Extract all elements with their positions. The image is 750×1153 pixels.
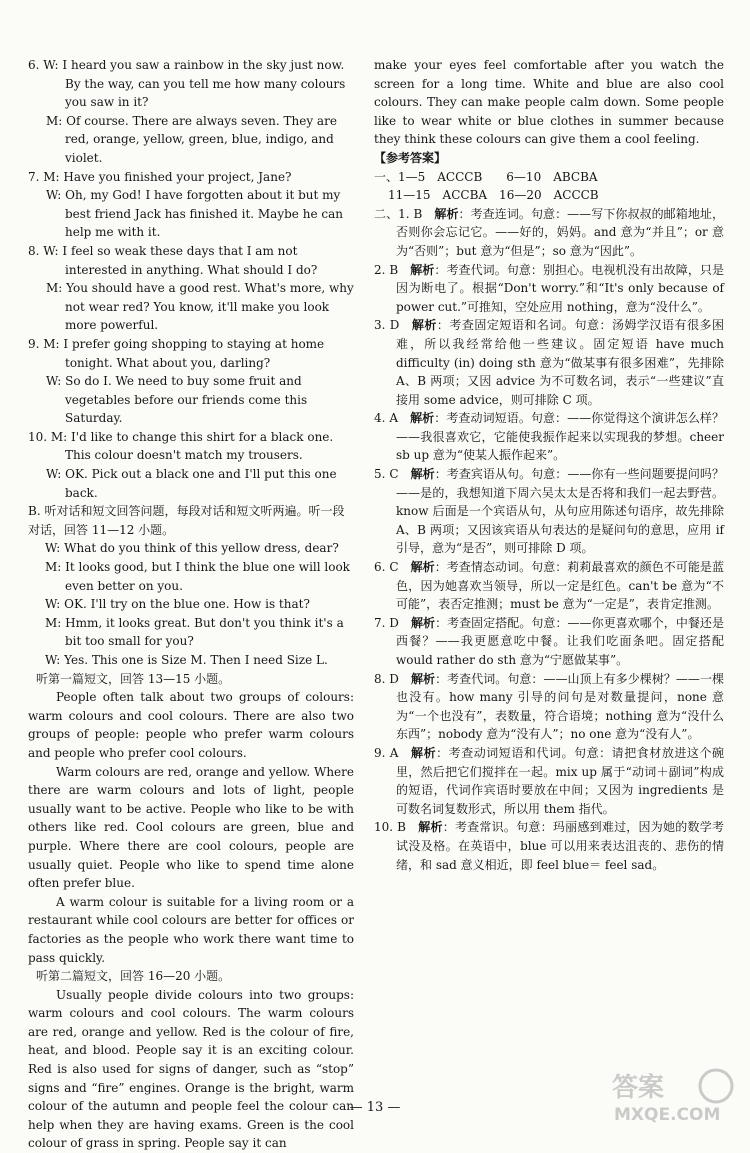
text-line: B. 听对话和短文回答问题，每段对话和短文听两遍。听一段对话，回答 11—12 小题。 [28,504,345,537]
answer-text: ：考查固定短语和名词。句意：汤姆学汉语有很多困难，所以我经常给他一些建议。固定短语 have much difficulty (in) doing sth 意为“做某事有很多困难”，先排除 A、B 两项；又因 advice 为不可数名词，表示“一些建议”直接用 some advice，则可排除 C 项。 [396,318,724,407]
answer-number: 6. C [374,560,399,575]
answer-item [374,316,724,409]
text-line: 8. W: I feel so weak these days that I am not interested in anything. What should I do? [28,243,318,277]
text-line: 9. M: I prefer going shopping to staying at home tonight. What about you, darling? [28,336,325,370]
answer-key-heading: 【参考答案】 [374,150,447,165]
text-line: W: Yes. This one is Size M. Then I need Size L. [45,653,328,667]
analysis-tag: 解析 [410,615,436,630]
answer-text: ：考查情态动词。句意：莉莉最喜欢的颜色不可能是蓝色，因为她喜欢当领导，所以一定是红色。can't be 意为“不可能”，表否定推测；must be 意为“一定是”，表肯定推测。 [396,560,724,612]
text-line: M: Of course. There are always seven. They are red, orange, yellow, green, blue, indigo, and violet. [46,113,337,165]
answer-item [374,409,724,465]
analysis-tag: 解析 [410,411,435,426]
answer-text: ：考查动词短语。句意：——你觉得这个演讲怎么样？——我很喜欢它，它能使我振作起来以实现我的梦想。cheer sb up 意为“使某人振作起来”。 [396,411,724,463]
watermark-logo [608,1066,736,1124]
answer-number: 9. A [374,745,399,760]
text-line: W: OK. I'll try on the blue one. How is that? [45,597,310,612]
answer-number: 2. B [374,262,399,277]
analysis-tag: 解析 [410,560,435,575]
passage-continuation: make your eyes feel comfortable after you watch the screen for a long time. White and blue are also cool colours. They can make people calm down. Some people like to wear white or blue clothes in summer because they think these colours can give them a cool feeling. [374,58,724,147]
text-line: M: Hmm, it looks great. But don't you think it's a bit too small for you? [45,615,344,649]
text-line: W: OK. Pick out a black one and I'll put this one back. [46,467,337,500]
text-line: W: Oh, my God! I have forgotten about it but my best friend Jack has finished it. Maybe he can help me with it. [46,188,343,240]
analysis-tag: 解析 [434,206,459,221]
answer-item [374,670,724,744]
answer-item [374,744,724,818]
text-line: 10. M: I'd like to change this shirt for a black one. This colour doesn't match my trousers. [28,429,334,463]
answer-number: 10. B [374,820,406,835]
answer-number: 5. C [374,467,399,482]
answer-text: ：考查代词。句意：——山顶上有多少棵树？——一棵也没有。how many 引导的问句是对数量提问，none 意为“一个也没有”，表数量，符合语境；nothing 意为“没什么东西”；nobody 意为“没有人”；no one 意为“没有人”。 [396,671,724,742]
text-line: M: It looks good, but I think the blue one will look even better on you. [45,560,350,593]
text-line: 7. M: Have you finished your project, Jane? [28,169,292,184]
answer-number: 4. A [374,411,399,426]
answer-text: ：考查代词。句意：别担心。电视机没有出故障，只是因为断电了。根据“Don't worry.”和“It's only because of power cut.”可推知，空处应用 nothing，意为“没什么”。 [396,262,724,314]
answer-item [374,614,724,670]
answer-text: ：考查连词。句意：——写下你叔叔的邮箱地址，否则你会忘记它。——好的，妈妈。and 意为“并且”；or 意为“否则”；but 意为“但是”；so 意为“因此”。 [396,206,724,258]
text-line: A warm colour is suitable for a living room or a restaurant while cool colours are better for offices or factories as the people who work there want time to pass quickly. [28,894,354,965]
left-column [28,56,354,1153]
answer-explanations [374,205,724,874]
text-line: W: What do you think of this yellow dress, dear? [45,541,339,556]
answer-item [374,558,724,614]
answer-text: ：考查动词短语和代词。句意：请把食材放进这个碗里，然后把它们搅拌在一起。mix up 属于“动词＋副词”构成的短语，代词作宾语时要放在中间；又因为 ingredients 是可数名词复数形式，所以用 them 指代。 [396,745,724,816]
text-line: M: You should have a good rest. What's more, why not wear red? You know, it'll make you look more powerful. [46,281,354,333]
answer-text: ：考查宾语从句。句意：——你有一些问题要提问吗？——是的，我想知道下周六吴太太是否将和我们一起去野营。know 后面是一个宾语从句，从句应用陈述句语序，故先排除 A、B 两项；又因该宾语从句表达的是疑问句的意思，应用 if 引导，意为“是否”，则可排除 D 项。 [396,467,724,556]
page-number: — 13 — [349,1100,401,1115]
right-column [374,56,724,874]
answer-item [374,261,724,317]
answer-text: ：考查常识。句意：玛丽感到难过，因为她的数学考试没及格。在英语中，blue 可以用来表达沮丧的、悲伤的情绪，和 sad 意义相近，即 feel blue＝ feel sad。 [396,820,724,872]
answer-item [374,465,724,558]
analysis-tag: 解析 [411,318,437,333]
answer-number: 二、1. B [374,206,423,221]
text-line: 听第一篇短文，回答 13—15 小题。 [36,671,231,686]
analysis-tag: 解析 [410,262,435,277]
text-line: People often talk about two groups of colours: warm colours and cool colours. There are also two groups of people: people who prefer warm colours and people who prefer cool colours. [28,690,354,760]
text-line: 听第二篇短文，回答 16—20 小题。 [36,969,231,984]
answer-item [374,818,724,874]
analysis-tag: 解析 [410,671,436,686]
text-line: W: So do I. We need to buy some fruit and vegetables before our friends come this Saturday. [46,374,308,426]
answer-key-line-2: 11—15 ACCBA 16—20 ACCCB [388,188,599,203]
answer-text: ：考查固定搭配。句意：——你更喜欢哪个，中餐还是西餐？——我更愿意吃中餐。让我们吃面条吧。固定搭配 would rather do sth 意为“宁愿做某事”。 [396,615,724,667]
text-line: Warm colours are red, orange and yellow. Where there are warm colours and lots of light, people usually want to be active. People who like to be with others like red. Cool colours are green, blue and purple. Where there are cool colours, people are usually quiet. People who like to spend time alone often prefer blue. [28,764,354,891]
answer-number: 3. D [374,318,400,333]
svg-text:答案: 答案 [612,1073,665,1103]
analysis-tag: 解析 [410,467,435,482]
analysis-tag: 解析 [410,745,437,760]
answer-number: 7. D [374,615,399,630]
answer-key-line-1: 一、1—5 ACCCB 6—10 ABCBA [374,169,598,184]
text-line: Usually people divide colours into two groups: warm colours and cool colours. The warm colours are red, orange and yellow. Red is the colour of fire, heat, and blood. People say it is an exciting colour. Red is also used for signs of danger, such as “stop” signs and “fire” engines. Orange is the bright, warm colour of the autumn and people feel the colour can help when they are having exams. Green is the cool colour of grass in spring. People say it can [28,987,354,1151]
answer-item [374,205,724,261]
analysis-tag: 解析 [417,820,443,835]
text-line: 6. W: I heard you saw a rainbow in the sky just now. By the way, can you tell me how many colours you saw in it? [28,58,346,110]
answer-number: 8. D [374,671,399,686]
svg-text:MXQE.COM: MXQE.COM [614,1105,721,1124]
